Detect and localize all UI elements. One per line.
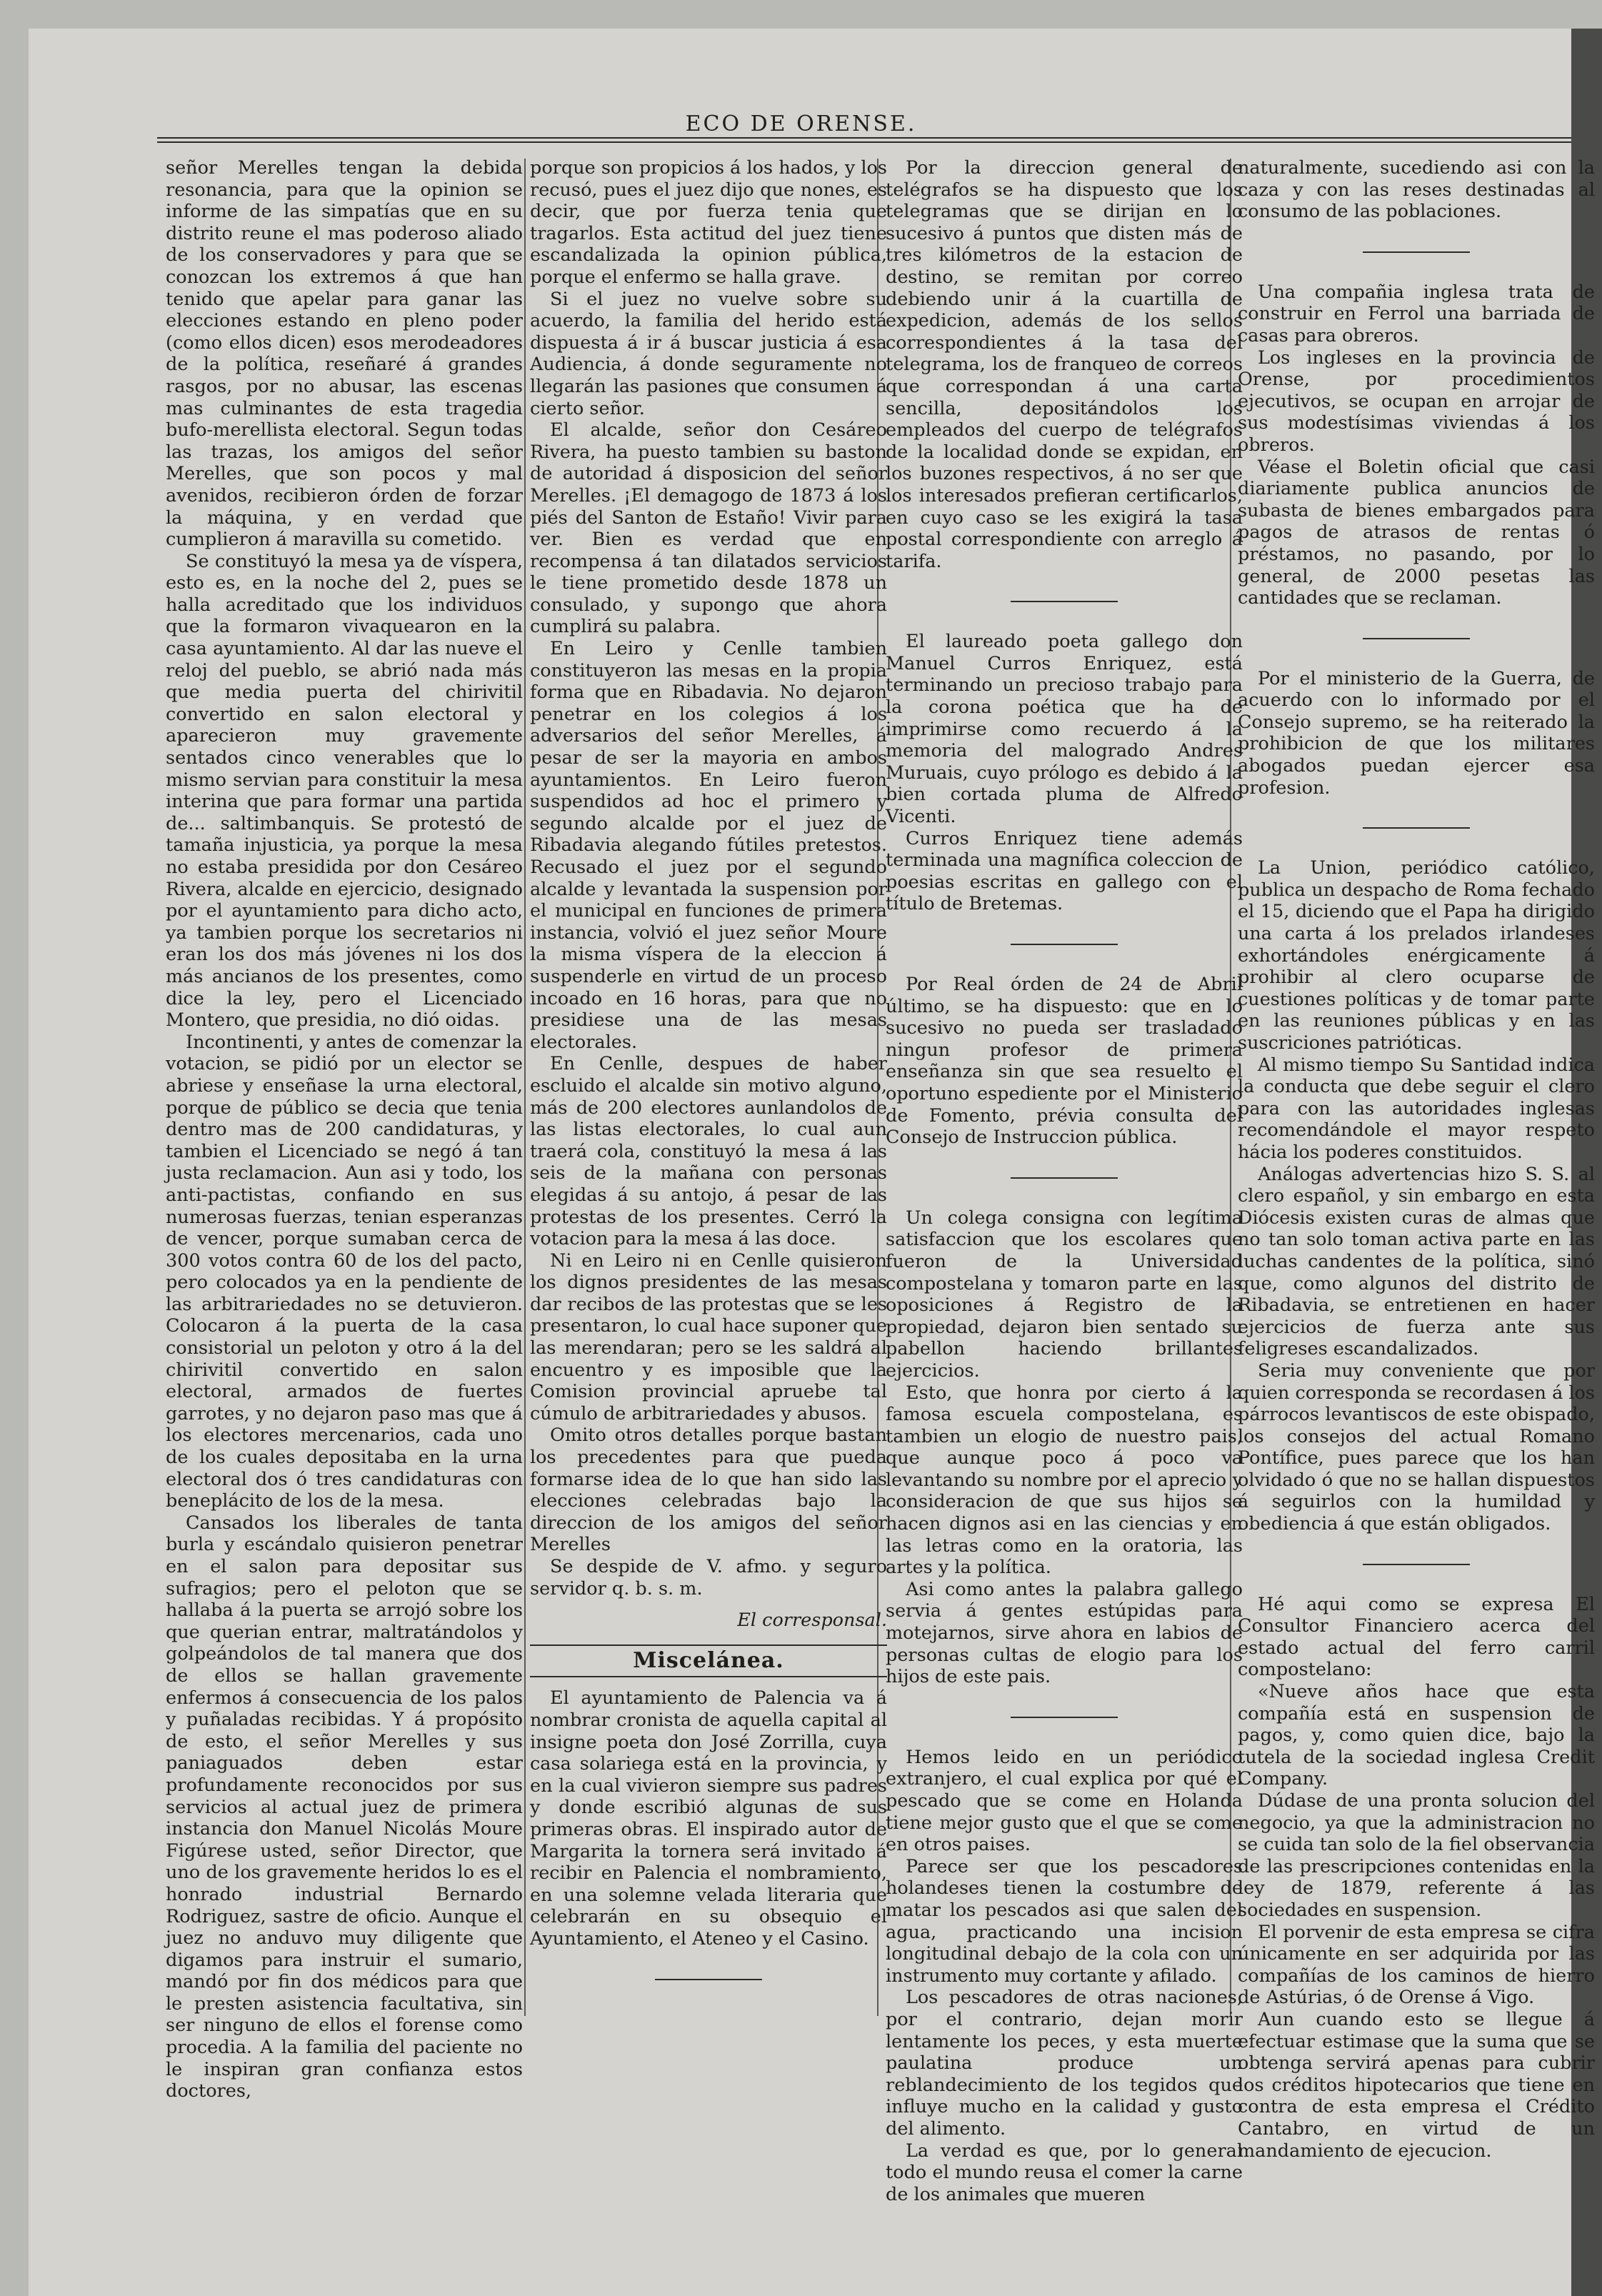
article-separator xyxy=(1011,601,1118,602)
paragraph: El laureado poeta gallego don Manuel Curros Enriquez, está terminando un precioso trabajo para la corona poética que ha de imprimirse como recuerdo á la memoria del malogrado Andres Muruais, cuyo prólogo es debido á la bien cortada pluma de Alfredo Vicenti. xyxy=(886,631,1243,828)
article-separator xyxy=(1011,1177,1118,1179)
paragraph: Cansados los liberales de tanta burla y escándalo quisieron penetrar en el salon para depositar sus sufragios; pero el peloton que se hallaba á la puerta se arrojó sobre los que querian entrar, maltratándolos y golpeándolos de tal manera que dos de ellos se hallan gravemente enfermos á consecuencia de los palos y puñaladas recibidas. Y á propósito de esto, el señor Merelles y sus paniaguados deben estar profundamente reconocidos por sus servicios al actual juez de primera instancia don Manuel Nicolás Moure Figúrese usted, señor Director, que uno de los gravemente heridos lo es el honrado industrial Bernardo Rodriguez, sastre de oficio. Aunque el juez no anduvo muy diligente que digamos para instruir el sumario, mandó por fin dos médicos para que le presten asistencia facultativa, sin ser ninguno de ellos el forense como procedia. A la familia del paciente no le inspiran gran confianza estos doctores, xyxy=(166,1512,523,2102)
column-4 xyxy=(1238,157,1595,2162)
paragraph: Hemos leido en un periódico extranjero, el cual explica por qué el pescado que se come en Holanda tiene mejor gusto que el que se come en otros paises. xyxy=(886,1746,1243,1856)
paragraph: Por el ministerio de la Guerra, de acuerdo con lo informado por el Consejo supremo, se ha reiterado la prohibicion de que los militares abogados puedan ejercer esa profesion. xyxy=(1238,667,1595,799)
paragraph: «Nueve años hace que esta compañía está en suspension de pagos, y, como quien dice, bajo la tutela de la sociedad inglesa Credit Company. xyxy=(1238,1681,1595,1790)
header-rule-bottom xyxy=(157,141,1571,143)
paragraph: En Cenlle, despues de haber escluido el alcalde sin motivo alguno, más de 200 electores aunlandolos de las listas electorales, lo cual aun traerá cola, constituyó la mesa á las seis de la mañana con personas elegidas á su antojo, á pesar de las protestas de los presentes. Cerró la votacion para la mesa á las doce. xyxy=(530,1053,887,1250)
paragraph: Incontinenti, y antes de comenzar la votacion, se pidió por un elector se abriese y enseñase la urna electoral, porque de público se decia que tenia dentro mas de 200 candidaturas, y tambien el Licenciado se negó á tan justa reclamacion. Aun asi y todo, los anti-pactistas, confiando en sus numerosas fuerzas, tenian esperanzas de vencer, porque sumaban cerca de 300 votos contra 60 de los del pacto, pero colocados ya en la pendiente de las arbitrariedades no se detuvieron. Colocaron á la puerta de la casa consistorial un peloton y otro á la del chirivitil convertido en salon electoral, armados de fuertes garrotes, y no dejaron paso mas que á los electores mercenarios, cada uno de los cuales depositaba en la urna electoral dos ó tres candidaturas con beneplácito de los de la mesa. xyxy=(166,1031,523,1512)
paragraph: Aun cuando esto se llegue á efectuar estimase que la suma que se obtenga servirá apenas para cubrir los créditos hipotecarios que tiene en contra de esta empresa el Crédito Cantabro, en virtud de un mandamiento de ejecucion. xyxy=(1238,2008,1595,2162)
column-1 xyxy=(166,157,523,2102)
column-2 xyxy=(530,157,887,2009)
paragraph: Parece ser que los pescadores holandeses tienen la costumbre de matar los pescados asi que salen del agua, practicando una incision longitudinal debajo de la cola con un instrumento muy cortante y afilado. xyxy=(886,1855,1243,1987)
paragraph: Esto, que honra por cierto á la famosa escuela compostelana, es tambien un elogio de nuestro pais, que aunque poco á poco va levantando su nombre por el aprecio y consideracion de que sus hijos se hacen dignos asi en las ciencias y en las letras como en la oratoria, las artes y la política. xyxy=(886,1382,1243,1579)
paragraph: El porvenir de esta empresa se cifra únicamente en ser adquirida por las compañías de los caminos de hierro de Astúrias, ó de Orense á Vigo. xyxy=(1238,1921,1595,2009)
signature: El corresponsal. xyxy=(737,1609,887,1632)
section-rule-top xyxy=(530,1644,887,1646)
section-title: Miscelánea. xyxy=(633,1647,784,1673)
paragraph: Análogas advertencias hizo S. S. al clero español, y sin embargo en esta Diócesis existen curas de almas que no tan solo toman activa parte en las luchas candentes de la política, sinó que, como algunos del distrito de Ribadavia, se entretienen en hacer ejercicios de fuerza ante sus feligreses escandalizados. xyxy=(1238,1163,1595,1360)
paragraph: Seria muy conveniente que por quien corresponda se recordasen á los párrocos levantiscos de este obispado, los consejos del actual Romano Pontífice, pues parece que los han olvidado ó que no se hallan dispuestos á seguirlos con la humildad y obediencia á que están obligados. xyxy=(1238,1359,1595,1535)
article-separator xyxy=(1363,827,1470,829)
paragraph: Por la direccion general de telégrafos se ha dispuesto que los telegramas que se dirijan en lo sucesivo á puntos que disten más de tres kilómetros de la estacion de destino, se remitan por correo debiendo unir á la cuartilla de expedicion, además de los sellos correspondientes á la tasa del telegrama, los de franqueo de correos que correspondan á una carta sencilla, depositándolos los empleados del cuerpo de telégrafos de la localidad donde se expidan, en los buzones respectivos, á no ser que los interesados prefieran certificarlos, en cuyo caso se les exigirá la tasa postal correspondiente con arreglo á tarifa. xyxy=(886,157,1243,572)
paragraph: señor Merelles tengan la debida resonancia, para que la opinion se informe de las simpatías que en su distrito reune el mas poderoso aliado de los conservadores y para que se conozcan los extremos á que han tenido que apelar para ganar las elecciones estando en pleno poder (como ellos dicen) esos merodeadores de la política, reseñaré á grandes rasgos, por no abusar, las escenas mas culminantes de esta tragedia bufo-merellista electoral. Segun todas las trazas, los amigos del señor Merelles, que son pocos y mal avenidos, recibieron órden de forzar la máquina, y en verdad que cumplieron á maravilla su cometido. xyxy=(166,157,523,551)
article-separator xyxy=(1363,638,1470,639)
paragraph: Dúdase de una pronta solucion del negocio, ya que la administracion no se cuida tan solo de la fiel observancia de las prescripciones contenidas en la ley de 1879, referente á las sociedades en suspension. xyxy=(1238,1790,1595,1921)
header-rule-top xyxy=(157,137,1571,139)
paragraph: El ayuntamiento de Palencia va á nombrar cronista de aquella capital al insigne poeta don José Zorrilla, cuya casa solariega está en la provincia, y en la cual vivieron siempre sus padres y donde escribió algunas de sus primeras obras. El inspirado autor de Margarita la tornera será invitado á recibir en Palencia el nombramiento, en una solemne velada literaria que celebrarán en su obsequio el Ayuntamiento, el Ateneo y el Casino. xyxy=(530,1687,887,1950)
paragraph: En Leiro y Cenlle tambien constituyeron las mesas en la propia forma que en Ribadavia. No dejaron penetrar en los colegios á los adversarios del señor Merelles, á pesar de ser la mayoria en ambos ayuntamientos. En Leiro fueron suspendidos ad hoc el primero y segundo alcalde por el juez de Ribadavia alegando fútiles pretestos. Recusado el juez por el segundo alcalde y levantada la suspension por el municipal en funciones de primera instancia, volvió el juez señor Moure la misma víspera de la eleccion á suspenderle en virtud de un proceso incoado en 16 horas, para que no presidiese una de las mesas electorales. xyxy=(530,638,887,1053)
article-separator xyxy=(1011,1717,1118,1718)
paragraph: Por Real órden de 24 de Abril último, se ha dispuesto: que en lo sucesivo no pueda ser trasladado ningun profesor de primera enseñanza sin que sea resuelto el oportuno espediente por el Ministerio de Fomento, prévia consulta del Consejo de Instruccion pública. xyxy=(886,974,1243,1149)
paragraph: Si el juez no vuelve sobre su acuerdo, la familia del herido está dispuesta á ir á buscar justicia á esa Audiencia, á donde seguramente no llegarán las pasiones que consumen á cierto señor. xyxy=(530,288,887,419)
article-separator xyxy=(1011,944,1118,945)
paragraph: Un colega consigna con legítima satisfaccion que los escolares que fueron de la Universidad compostelana y tomaron parte en las oposiciones á Registro de la propiedad, dejaron bien sentado su pabellon haciendo brillantes ejercicios. xyxy=(886,1207,1243,1382)
paragraph: Ni en Leiro ni en Cenlle quisieron los dignos presidentes de las mesas dar recibos de las protestas que se les presentaron, lo cual hace suponer que las merendaran; pero se les saldrá al encuentro y es imposible que la Comision provincial apruebe tal cúmulo de arbitrariedades y abusos. xyxy=(530,1249,887,1424)
paragraph: Al mismo tiempo Su Santidad indica la conducta que debe seguir el clero para con las autoridades inglesas recomendándole el mayor respeto hácia los poderes constituidos. xyxy=(1238,1054,1595,1163)
paragraph: El alcalde, señor don Cesáreo Rivera, ha puesto tambien su baston de autoridad á disposicion del señor Merelles. ¡El demagogo de 1873 á los piés del Santon de Estaño! Vivir para ver. Bien es verdad que en recompensa á tan dilatados servicios le tiene prometido desde 1878 un consulado, y supongo que ahora cumplirá su palabra. xyxy=(530,419,887,638)
section-rule-bottom xyxy=(530,1676,887,1677)
paragraph: Asi como antes la palabra gallego servia á gentes estúpidas para motejarnos, sirve ahora en labios de personas cultas de elogio para los hijos de este pais. xyxy=(886,1578,1243,1688)
article-separator xyxy=(1363,251,1470,253)
paragraph: Hé aqui como se expresa El Consultor Financiero acerca del estado actual del ferro carril compostelano: xyxy=(1238,1593,1595,1681)
column-divider-1 xyxy=(524,159,526,2016)
paragraph: La Union, periódico católico, publica un despacho de Roma fechado el 15, diciendo que el Papa ha dirigido una carta á los prelados irlandeses exhortándoles enérgicamente á prohibir al clero ocuparse de cuestiones políticas y de tomar parte en las reuniones públicas y en las suscriciones patrióticas. xyxy=(1238,857,1595,1054)
paragraph: Una compañia inglesa trata de construir en Ferrol una barriada de casas para obreros. xyxy=(1238,281,1595,346)
article-separator xyxy=(1363,1564,1470,1565)
paragraph: Los pescadores de otras naciones, por el contrario, dejan morir lentamente los peces, y esta muerte paulatina produce un reblandecimiento de los tegidos que influye mucho en la calidad y gusto del alimento. xyxy=(886,1987,1243,2140)
paragraph: Véase el Boletin oficial que casi diariamente publica anuncios de subasta de bienes embargados para pagos de atrasos de rentas ó préstamos, no pasando, por lo general, de 2000 pesetas las cantidades que se reclaman. xyxy=(1238,456,1595,609)
column-3 xyxy=(886,157,1243,2205)
paragraph: Se despide de V. afmo. y seguro servidor q. b. s. m. xyxy=(530,1556,887,1599)
paragraph: Omito otros detalles porque bastan los precedentes para que pueda formarse idea de lo que han sido las elecciones celebradas bajo la direccion de los amigos del señor Merelles xyxy=(530,1424,887,1556)
paragraph: naturalmente, sucediendo asi con la caza y con las reses destinadas al consumo de las poblaciones. xyxy=(1238,157,1595,223)
paragraph: porque son propicios á los hados, y los recusó, pues el juez dijo que nones, es decir, que por fuerza tenia que tragarlos. Esta actitud del juez tiene escandalizada la opinion pública, porque el enfermo se halla grave. xyxy=(530,157,887,288)
paragraph: Los ingleses en la provincia de Orense, por procedimientos ejecutivos, se ocupan en arrojar de sus modestísimas viviendas á los obreros. xyxy=(1238,346,1595,456)
article-separator xyxy=(655,1979,762,1980)
paragraph: Curros Enriquez tiene además terminada una magnífica coleccion de poesias escritas en gallego con el título de Bretemas. xyxy=(886,827,1243,915)
paragraph: Se constituyó la mesa ya de víspera, esto es, en la noche del 2, pues se halla acreditado que los individuos que la formaron vivaquearon en la casa ayuntamiento. Al dar las nueve el reloj del pueblo, se abrió nada más que media puerta del chirivitil convertido en salon electoral y aparecieron muy gravemente sentados cinco venerables que lo mismo servian para constituir la mesa interina que para formar una partida de... saltimbanquis. Se protestó de tamaña injusticia, ya porque la mesa no estaba presidida por don Cesáreo Rivera, alcalde en ejercicio, designado por el ayuntamiento para dicho acto, ya tambien porque los secretarios ni eran los dos más jóvenes ni los dos más ancianos de los presentes, como dice la ley, pero el Licenciado Montero, que presidia, no dió oidas. xyxy=(166,550,523,1032)
newspaper-header: ECO DE ORENSE. xyxy=(685,111,917,136)
paragraph: La verdad es que, por lo general todo el mundo reusa el comer la carne de los animales que mueren xyxy=(886,2140,1243,2205)
